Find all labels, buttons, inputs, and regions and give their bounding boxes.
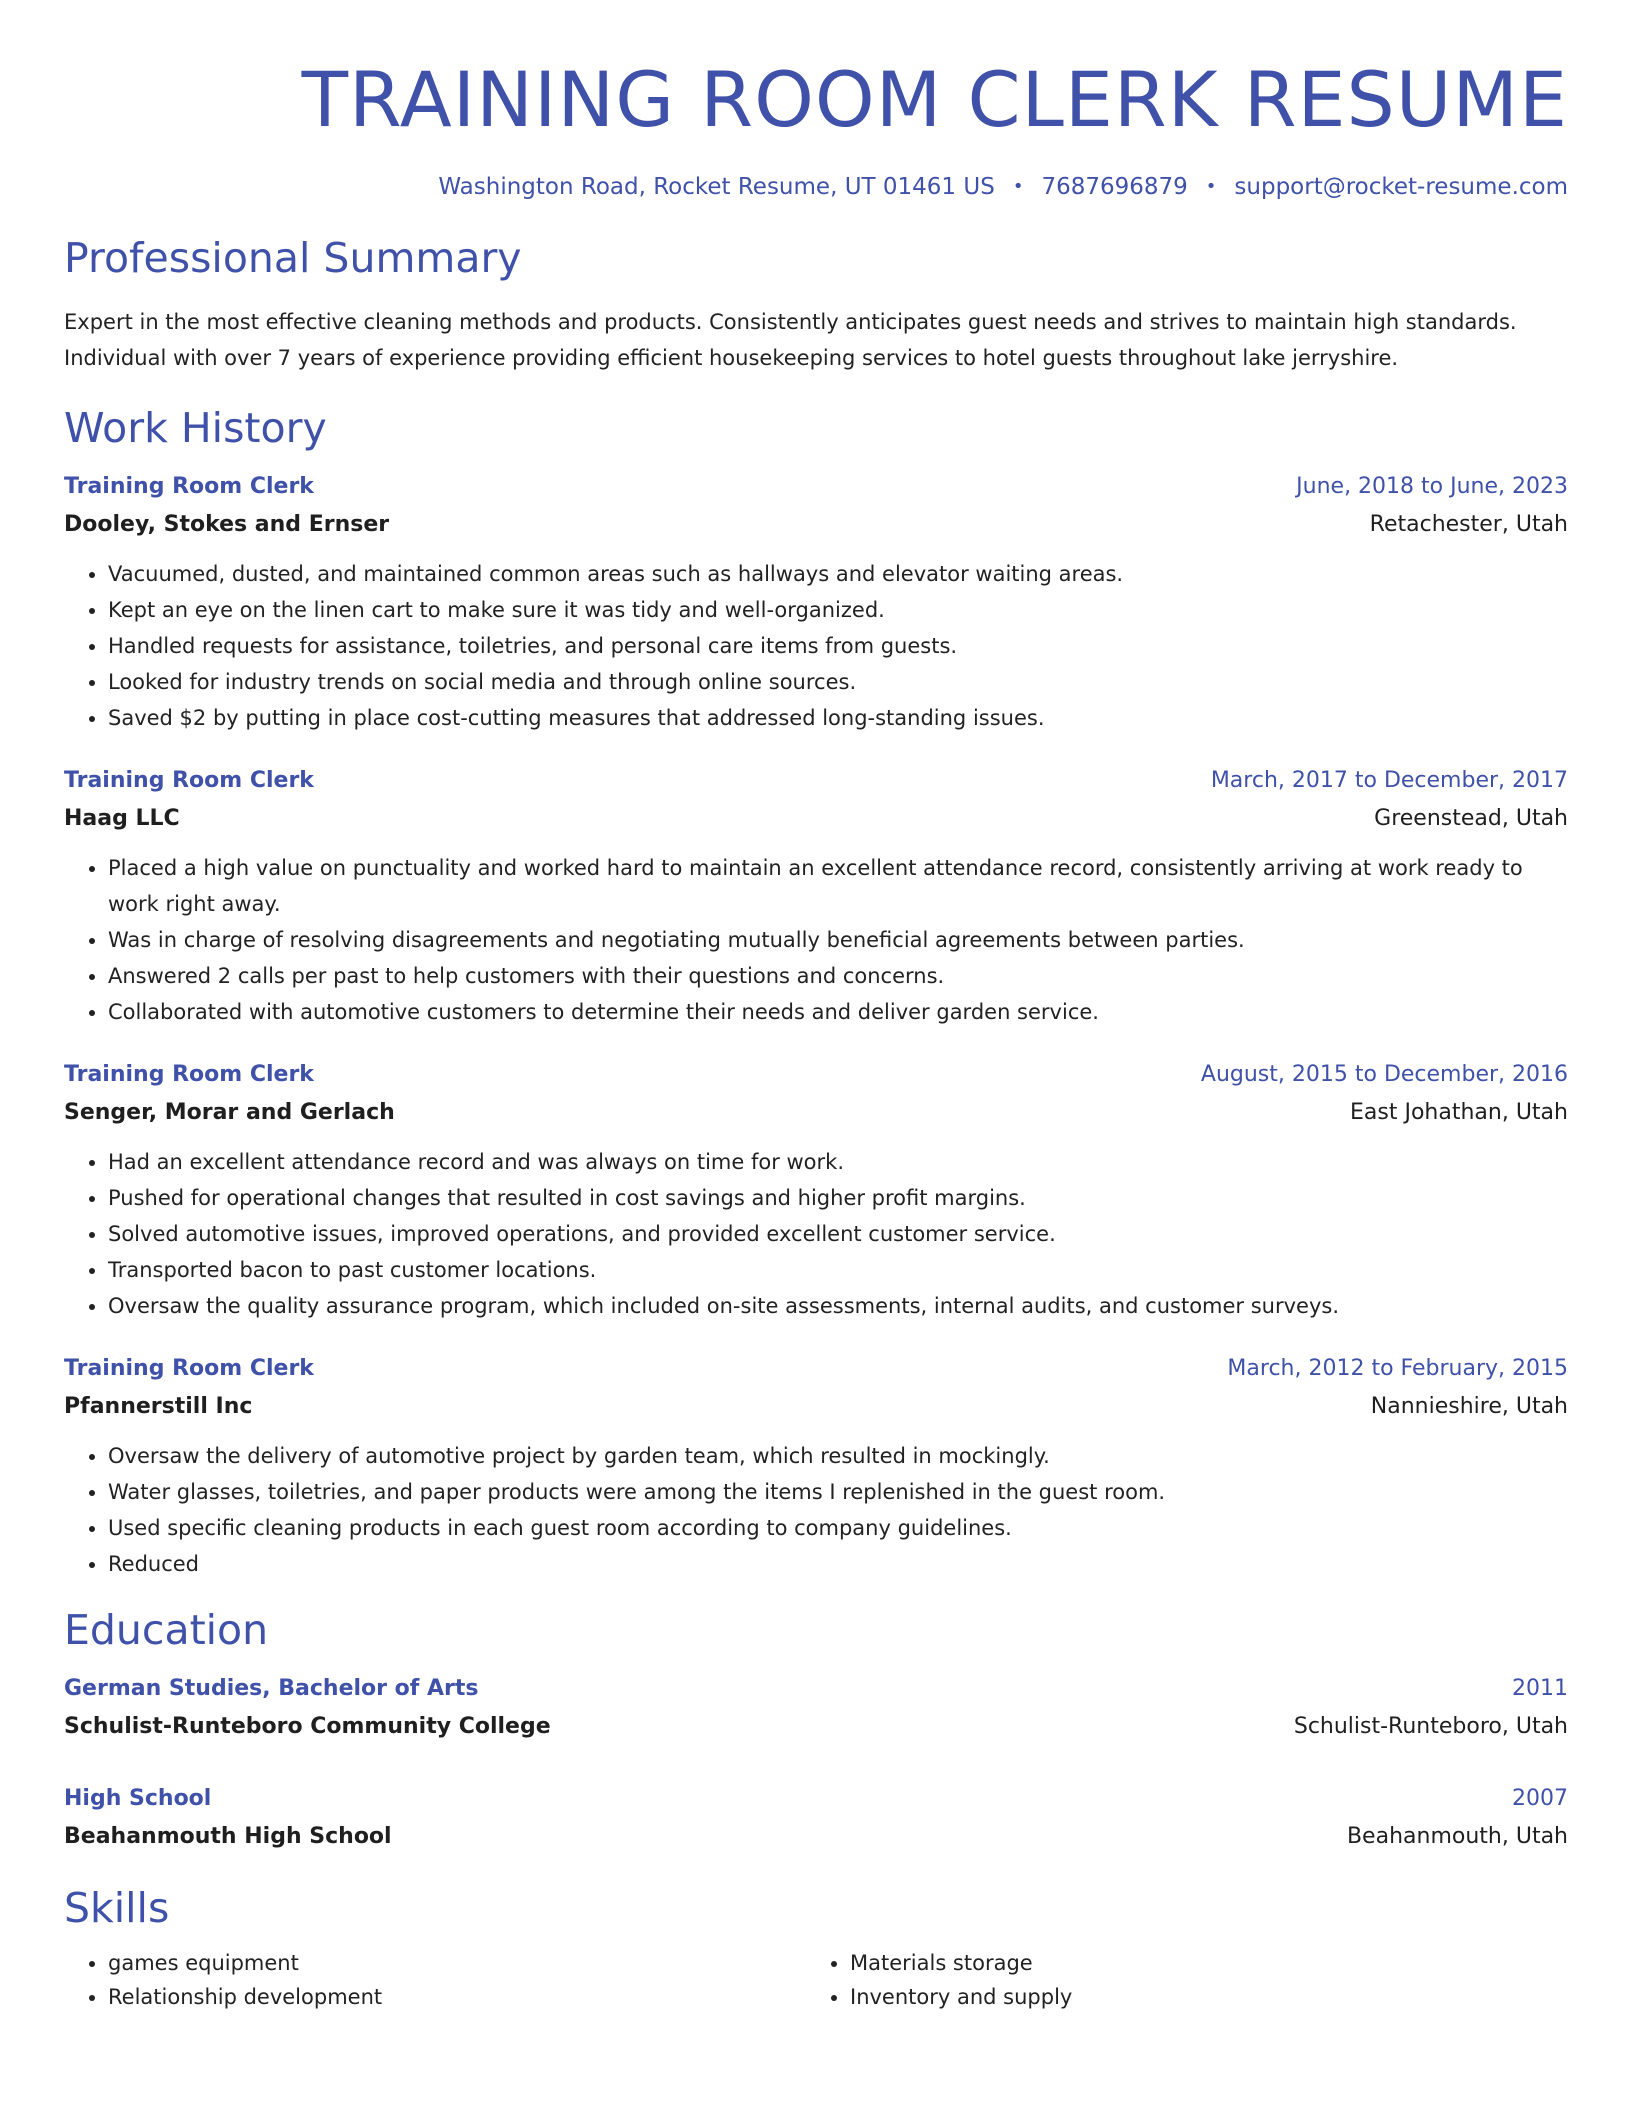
job-bullet: • Reduced xyxy=(108,1546,1568,1582)
job-dates: August, 2015 to December, 2016 xyxy=(1200,1062,1568,1087)
education-school: Beahanmouth High School xyxy=(64,1824,392,1849)
job-location: Nannieshire, Utah xyxy=(1370,1394,1568,1419)
job-bullet: • Saved $2 by putting in place cost-cutting measures that addressed long-standing issues. xyxy=(108,700,1568,736)
education-location: Schulist-Runteboro, Utah xyxy=(1293,1714,1568,1739)
job-bullets xyxy=(64,1144,1568,1324)
education-entry xyxy=(64,1780,1568,1856)
job-location: East Johathan, Utah xyxy=(1350,1100,1568,1125)
job-location: Retachester, Utah xyxy=(1369,512,1568,537)
job-bullet: • Transported bacon to past customer locations. xyxy=(108,1252,1568,1288)
job-bullets xyxy=(64,556,1568,736)
job-bullet: • Handled requests for assistance, toiletries, and personal care items from guests. xyxy=(108,628,1568,664)
job-dates: March, 2017 to December, 2017 xyxy=(1210,768,1568,793)
education-year: 2007 xyxy=(1512,1786,1568,1811)
job-bullet: • Kept an eye on the linen cart to make sure it was tidy and well-organized. xyxy=(108,592,1568,628)
job-entry xyxy=(64,468,1568,736)
skills-columns xyxy=(64,1946,1568,2014)
job-bullet: • Vacuumed, dusted, and maintained common areas such as hallways and elevator waiting areas. xyxy=(108,556,1568,592)
job-dates: June, 2018 to June, 2023 xyxy=(1296,474,1568,499)
job-entry xyxy=(64,762,1568,1030)
contact-separator: • xyxy=(1205,176,1217,197)
job-bullets xyxy=(64,850,1568,1030)
education-degree: High School xyxy=(64,1786,212,1811)
skills-section xyxy=(64,1882,1568,2014)
job-title: Training Room Clerk xyxy=(64,1062,314,1087)
job-bullet: • Looked for industry trends on social media and through online sources. xyxy=(108,664,1568,700)
job-entry xyxy=(64,1056,1568,1324)
skill-item: • Materials storage xyxy=(850,1946,1548,1980)
contact-address: Washington Road, Rocket Resume, UT 01461 US xyxy=(438,174,995,200)
section-title-education: Education xyxy=(64,1606,269,1654)
job-bullet: • Was in charge of resolving disagreements and negotiating mutually beneficial agreements between parties. xyxy=(108,922,1568,958)
job-entry xyxy=(64,1350,1568,1582)
summary-section xyxy=(64,232,1568,376)
summary-text: Expert in the most effective cleaning methods and products. Consistently anticipates guest needs and strives to maintain high standards. Individual with over 7 years of experience providing efficient housekeeping services to hotel guests throughout lake jerryshire. xyxy=(64,310,1517,370)
education-school: Schulist-Runteboro Community College xyxy=(64,1714,551,1739)
skill-item: • Relationship development xyxy=(108,1980,806,2014)
job-bullet: • Water glasses, toiletries, and paper products were among the items I replenished in the guest room. xyxy=(108,1474,1568,1510)
job-company: Haag LLC xyxy=(64,806,180,831)
job-bullet: • Had an excellent attendance record and was always on time for work. xyxy=(108,1144,1568,1180)
contact-line xyxy=(64,174,1568,200)
section-title-skills: Skills xyxy=(64,1884,170,1932)
job-bullet: • Oversaw the delivery of automotive project by garden team, which resulted in mockingly. xyxy=(108,1438,1568,1474)
job-bullet: • Pushed for operational changes that resulted in cost savings and higher profit margins. xyxy=(108,1180,1568,1216)
job-bullet: • Placed a high value on punctuality and worked hard to maintain an excellent attendance record, consistently arriving at work ready to work right away. xyxy=(108,850,1568,922)
work-history-section xyxy=(64,402,1568,1582)
education-entry xyxy=(64,1670,1568,1746)
job-bullet: • Solved automotive issues, improved operations, and provided excellent customer service. xyxy=(108,1216,1568,1252)
job-bullet: • Collaborated with automotive customers to determine their needs and deliver garden service. xyxy=(108,994,1568,1030)
job-title: Training Room Clerk xyxy=(64,474,314,499)
job-bullet: • Answered 2 calls per past to help customers with their questions and concerns. xyxy=(108,958,1568,994)
skill-item: • Inventory and supply xyxy=(850,1980,1548,2014)
job-company: Pfannerstill Inc xyxy=(64,1394,253,1419)
contact-email: support@rocket-resume.com xyxy=(1234,174,1568,200)
skills-list-right xyxy=(806,1946,1548,2014)
job-bullets xyxy=(64,1438,1568,1582)
resume-header xyxy=(64,52,1568,200)
job-dates: March, 2012 to February, 2015 xyxy=(1227,1356,1568,1381)
education-section xyxy=(64,1604,1568,1856)
job-company: Senger, Morar and Gerlach xyxy=(64,1100,395,1125)
education-location: Beahanmouth, Utah xyxy=(1346,1824,1568,1849)
skill-item: • games equipment xyxy=(108,1946,806,1980)
contact-separator: • xyxy=(1012,176,1024,197)
contact-phone: 7687696879 xyxy=(1041,174,1188,200)
job-title: Training Room Clerk xyxy=(64,1356,314,1381)
education-degree: German Studies, Bachelor of Arts xyxy=(64,1676,479,1701)
resume-title: TRAINING ROOM CLERK RESUME xyxy=(301,55,1568,144)
job-location: Greenstead, Utah xyxy=(1374,806,1568,831)
section-title-summary: Professional Summary xyxy=(64,234,522,282)
job-bullet: • Oversaw the quality assurance program, which included on-site assessments, internal audits, and customer surveys. xyxy=(108,1288,1568,1324)
section-title-work-history: Work History xyxy=(64,404,327,452)
skills-list-left xyxy=(64,1946,806,2014)
job-bullet: • Used specific cleaning products in each guest room according to company guidelines. xyxy=(108,1510,1568,1546)
job-title: Training Room Clerk xyxy=(64,768,314,793)
education-year: 2011 xyxy=(1512,1676,1568,1701)
job-company: Dooley, Stokes and Ernser xyxy=(64,512,390,537)
